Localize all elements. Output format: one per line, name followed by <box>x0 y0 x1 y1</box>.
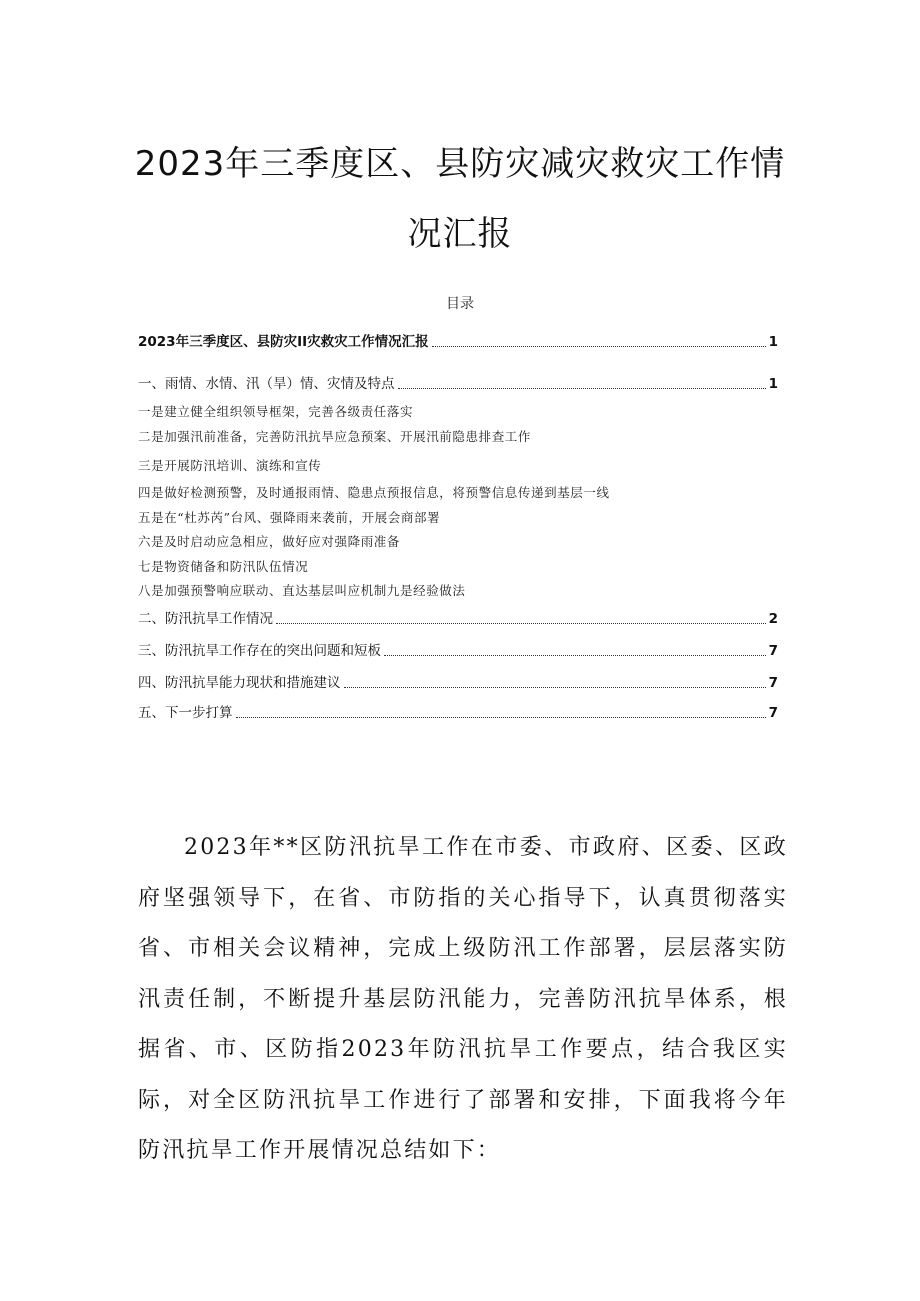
toc-sub-item[interactable]: 一是建立健全组织领导框架，完善各级责任落实 <box>138 404 414 419</box>
toc-entry-section-2[interactable] <box>138 610 778 628</box>
toc-entry-section-3[interactable] <box>138 642 778 660</box>
toc-entry-label: 四、防汛抗旱能力现状和措施建议 <box>138 675 341 691</box>
toc-entry-section-5[interactable] <box>138 704 778 722</box>
toc-entry-page: 7 <box>768 643 778 659</box>
toc-entry-page: 7 <box>768 705 778 721</box>
toc-entry-label: 二、防汛抗旱工作情况 <box>138 611 273 627</box>
toc-sub-item[interactable]: 八是加强预警响应联动、直达基层叫应机制九是经验做法 <box>138 583 466 598</box>
toc-sub-item[interactable]: 五是在“杜苏芮”台风、强降雨来袭前，开展会商部署 <box>138 510 441 525</box>
toc-entry-label: 三、防汛抗旱工作存在的突出问题和短板 <box>138 643 381 659</box>
body-paragraph: 2023年**区防汛抗旱工作在市委、市政府、区委、区政府坚强领导下，在省、市防指的关心指导下，认真贯彻落实省、市相关会议精神，完成上级防汛工作部署，层层落实防汛责任制，不断提升基层防汛能力，完善防汛抗旱体系，根据省、市、区防指2023年防汛抗旱工作要点，结合我区实际，对全区防汛抗旱工作进行了部署和安排，下面我将今年防汛抗旱工作开展情况总结如下： <box>138 835 788 1163</box>
toc-leader-dots <box>398 387 766 389</box>
toc-leader-dots <box>276 622 766 624</box>
toc-leader-dots <box>432 345 766 347</box>
toc-sub-item[interactable]: 七是物资储备和防汛队伍情况 <box>138 559 309 574</box>
toc-leader-dots <box>344 686 766 688</box>
toc-entry-page: 2 <box>768 611 778 627</box>
toc-sub-item[interactable]: 六是及时启动应急相应，做好应对强降雨准备 <box>138 534 401 549</box>
document-title-line-1: 2023年三季度区、县防灾减灾救灾工作情 <box>134 144 786 184</box>
toc-sub-item[interactable]: 二是加强汛前准备，完善防汛抗旱应急预案、开展汛前隐患排查工作 <box>138 429 532 444</box>
toc-entry-label: 一、雨情、水情、汛（旱）情、灾情及特点 <box>138 376 395 392</box>
toc-entry-page: 1 <box>768 334 778 350</box>
toc-entry-label: 2023年三季度区、县防灾II灾救灾工作情况汇报 <box>138 334 429 350</box>
document-title-line-2: 况汇报 <box>407 214 513 254</box>
toc-leader-dots <box>236 716 766 718</box>
toc-entry-section-4[interactable] <box>138 674 778 692</box>
toc-heading: 目录 <box>446 296 474 312</box>
toc-sub-item[interactable]: 三是开展防汛培训、演练和宣传 <box>138 458 322 473</box>
toc-entry-section-1[interactable] <box>138 375 778 393</box>
toc-leader-dots <box>384 654 766 656</box>
toc-entry-page: 1 <box>768 376 778 392</box>
toc-sub-item[interactable]: 四是做好检测预警，及时通报雨情、隐患点预报信息，将预警信息传递到基层一线 <box>138 485 610 500</box>
toc-entry-report[interactable] <box>138 333 778 351</box>
toc-entry-label: 五、下一步打算 <box>138 705 233 721</box>
toc-entry-page: 7 <box>768 675 778 691</box>
